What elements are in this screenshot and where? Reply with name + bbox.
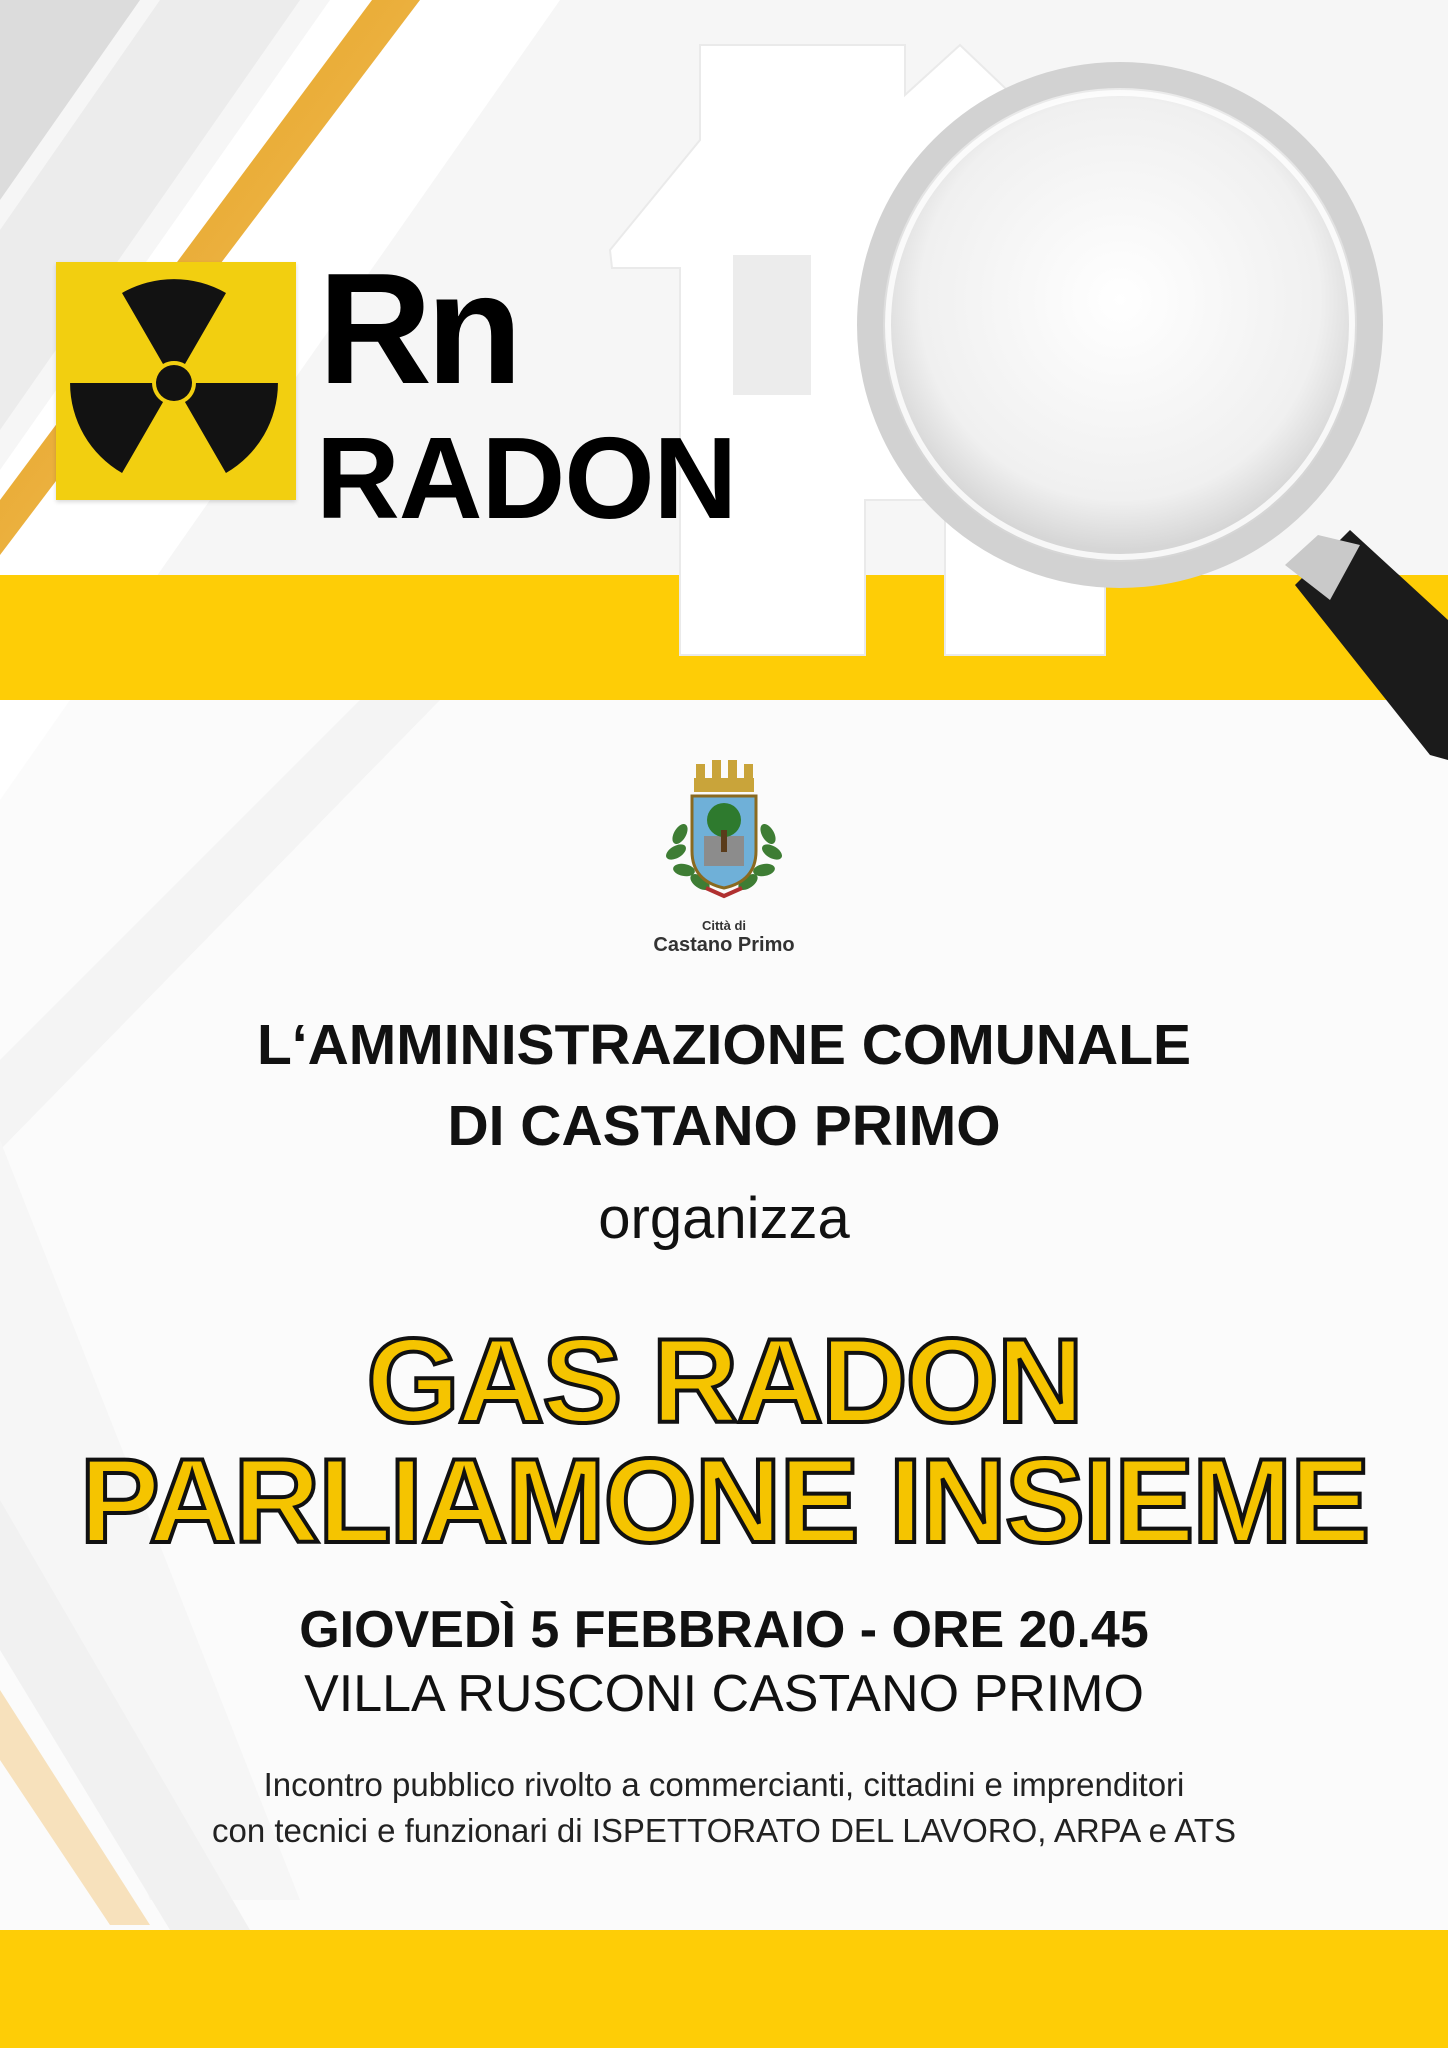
- city-name: Castano Primo: [653, 934, 795, 956]
- event-title-line-2: PARLIAMONE INSIEME: [79, 1434, 1369, 1568]
- house-window: [733, 255, 811, 395]
- event-description-line-2: con tecnici e funzionari di ISPETTORATO DEL LAVORO, ARPA e ATS: [211, 1812, 1237, 1849]
- event-venue: VILLA RUSCONI CASTANO PRIMO: [304, 1665, 1144, 1723]
- logo-symbol: Rn: [318, 241, 517, 417]
- radiation-trefoil-icon: [56, 262, 296, 500]
- crown: [694, 760, 754, 792]
- event-description-line-1: Incontro pubblico rivolto a commercianti, cittadini e imprenditori: [263, 1766, 1185, 1803]
- organizer-line-2: DI CASTANO PRIMO: [447, 1094, 1001, 1158]
- logo-title: RADON: [316, 413, 737, 543]
- coat-of-arms-icon: [654, 756, 794, 906]
- yellow-band-bottom: [0, 1930, 1448, 2048]
- event-title-line-1: GAS RADON: [366, 1314, 1082, 1448]
- event-datetime: GIOVEDÌ 5 FEBBRAIO - ORE 20.45: [299, 1601, 1149, 1659]
- organizer-line-1: L‘AMMINISTRAZIONE COMUNALE: [256, 1013, 1192, 1077]
- radiation-logo: [56, 262, 296, 500]
- city-prefix: Città di: [701, 918, 747, 933]
- organizer-verb: organizza: [598, 1186, 850, 1251]
